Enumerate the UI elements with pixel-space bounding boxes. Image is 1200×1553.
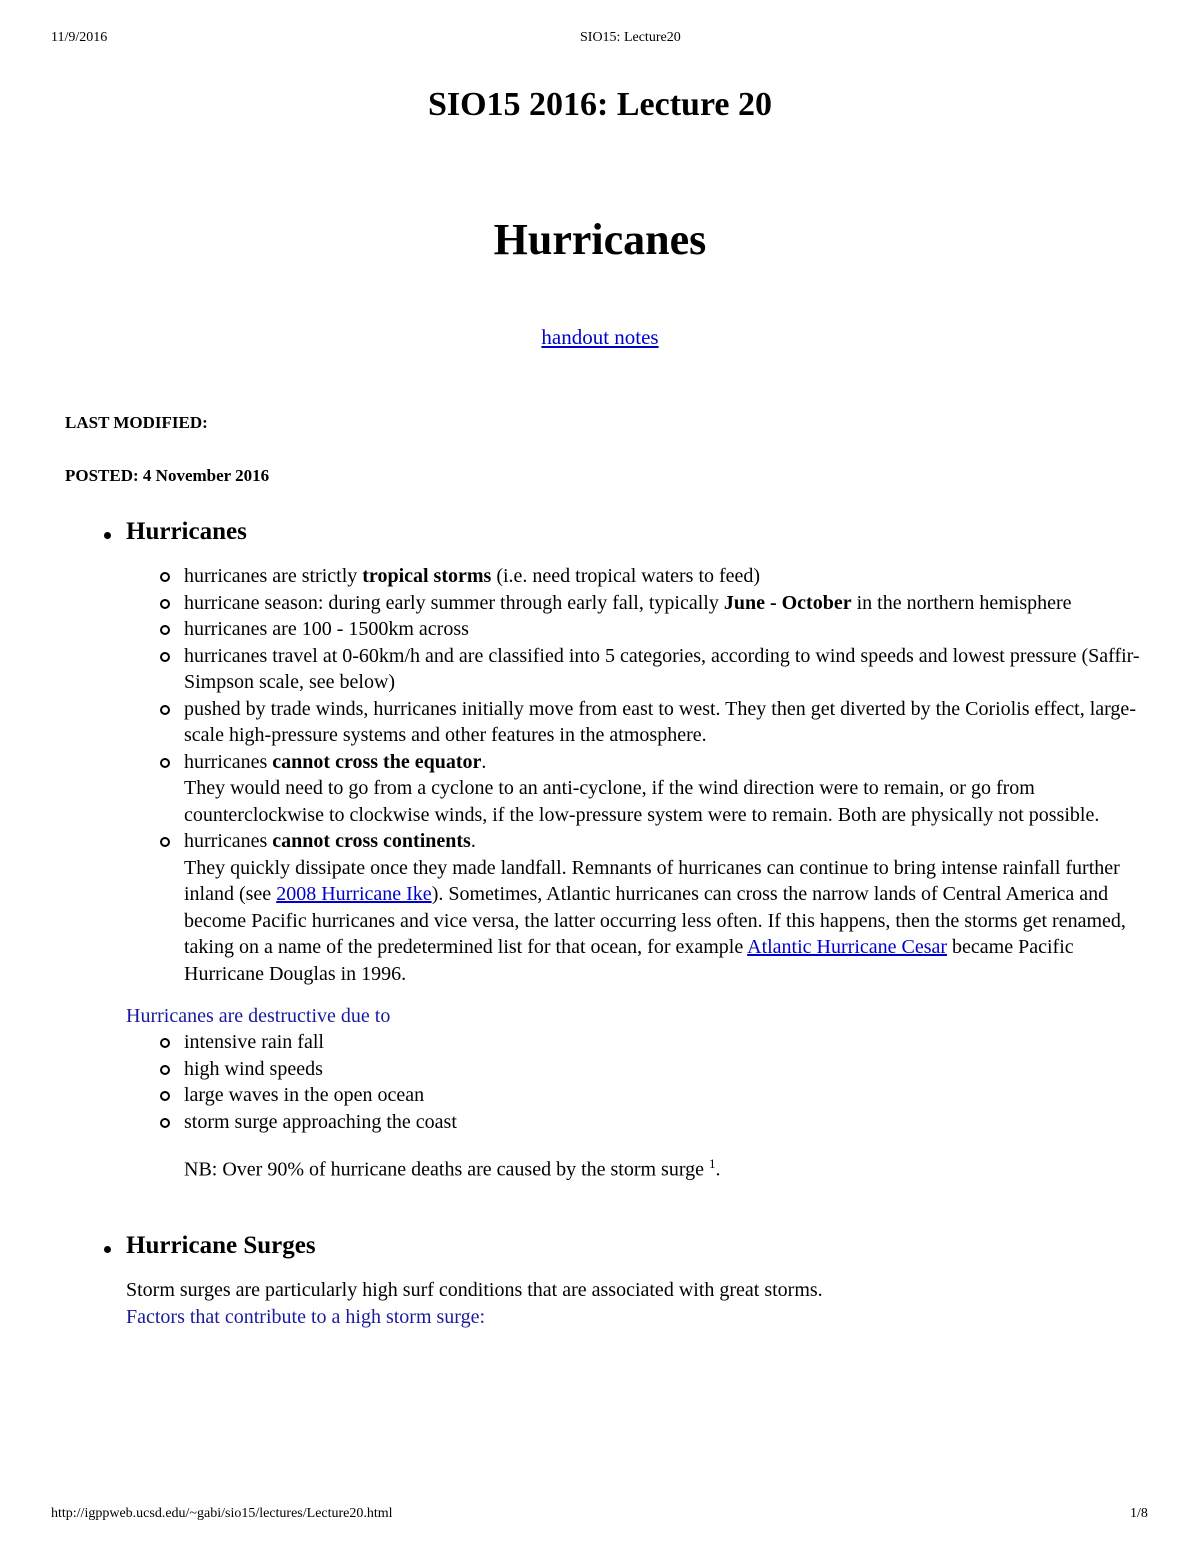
section-heading: Hurricanes (102, 518, 1152, 546)
section-heading: Hurricane Surges (102, 1232, 1152, 1260)
page-number: 1/8 (1130, 1506, 1148, 1521)
surge-text: Storm surges are particularly high surf conditions that are associated with great storms. (126, 1278, 823, 1301)
posted-date: POSTED: 4 November 2016 (65, 466, 270, 485)
nb-note: NB: Over 90% of hurricane deaths are caused by the storm surge $^1$. (184, 1156, 721, 1181)
section-list (102, 518, 1152, 1331)
list-item: large waves in the open ocean (102, 1082, 1152, 1109)
list-item: storm surge approaching the coast (102, 1109, 1152, 1136)
last-modified: LAST MODIFIED: (65, 413, 208, 432)
print-date: 11/9/2016 (51, 30, 108, 45)
list-item: hurricanes are 100 - 1500km across (102, 616, 1152, 643)
list-item: hurricanes cannot cross continents. They quickly dissipate once they made landfall. Remnants of hurricanes can continue to bring intense rainfall further inland (see 2008 Hurricane Ike). Sometimes, Atlantic hurricanes can cross the narrow lands of Central America and become Pacific hurricanes and vice versa, the latter occurring less often. If this happens, then the storms get renamed, taking on a name of the predetermined list for that ocean, for example Atlantic Hurricane Cesar became Pacific Hurricane Douglas in 1996. (102, 828, 1152, 987)
factors-heading: Factors that contribute to a high storm surge: (126, 1305, 486, 1328)
facts-list (102, 563, 1152, 987)
topic-title: Hurricanes (493, 215, 707, 264)
list-item: intensive rain fall (102, 1029, 1152, 1056)
lecture-title: SIO15 2016: Lecture 20 (427, 86, 773, 123)
print-url: http://igppweb.ucsd.edu/~gabi/sio15/lectures/Lecture20.html (51, 1506, 393, 1521)
list-item: pushed by trade winds, hurricanes initially move from east to west. They then get diverted by the Coriolis effect, large-scale high-pressure systems and other features in the atmosphere. (102, 696, 1152, 749)
list-item: hurricanes travel at 0-60km/h and are classified into 5 categories, according to wind speeds and lowest pressure (Saffir-Simpson scale, see below) (102, 643, 1152, 696)
hurricane-cesar-link[interactable]: Atlantic Hurricane Cesar (747, 936, 948, 958)
list-item: high wind speeds (102, 1056, 1152, 1083)
list-item: hurricanes are strictly tropical storms (i.e. need tropical waters to feed) (102, 563, 1152, 590)
list-item: hurricane season: during early summer through early fall, typically June - October in the northern hemisphere (102, 590, 1152, 617)
destructive-list (102, 1029, 1152, 1135)
destructive-heading: Hurricanes are destructive due to (126, 1005, 391, 1027)
print-title: SIO15: Lecture20 (580, 30, 681, 45)
section-hurricane-surges (102, 1232, 1152, 1331)
footnote-ref[interactable]: 1 (709, 1156, 716, 1171)
handout-notes-link[interactable]: handout notes (541, 325, 659, 349)
section-hurricanes (102, 518, 1152, 1182)
hurricane-ike-link[interactable]: 2008 Hurricane Ike (276, 883, 432, 905)
list-item: hurricanes cannot cross the equator. They would need to go from a cyclone to an anti-cyclone, if the wind direction were to remain, or go from counterclockwise to clockwise winds, if the low-pressure system were to remain. Both are physically not possible. (102, 749, 1152, 829)
